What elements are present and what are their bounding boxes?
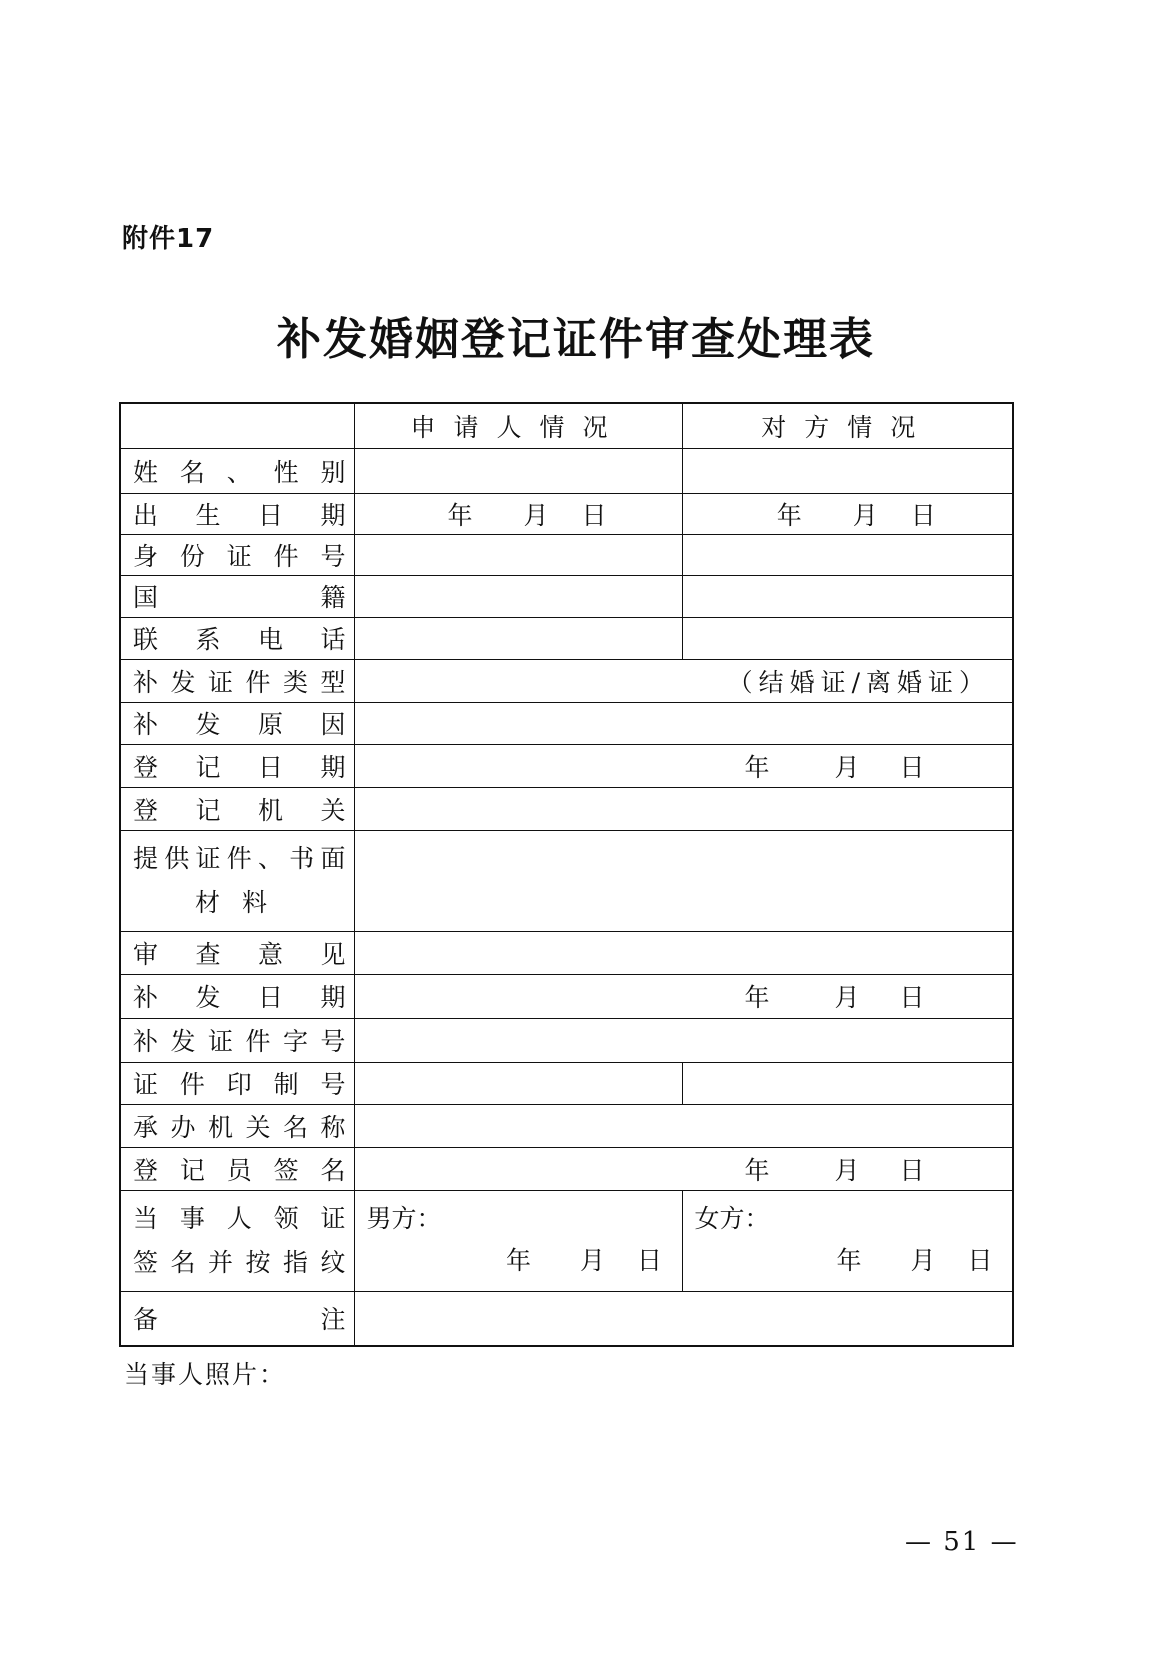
label-reg-date — [133, 748, 346, 784]
label-char: 字 — [282, 1027, 308, 1056]
year-label: 年 — [744, 1155, 770, 1185]
row-documents — [120, 830, 1013, 931]
label-char: 件 — [179, 1070, 205, 1099]
applicant-name-gender-field[interactable] — [354, 448, 682, 493]
label-char: 查 — [195, 939, 221, 969]
year-label: 年 — [836, 1245, 862, 1275]
header-row — [120, 403, 1013, 448]
applicant-birth-date-field[interactable] — [354, 493, 682, 534]
registrar-sign-field[interactable] — [354, 1147, 1013, 1190]
label-char: 、 — [226, 457, 252, 487]
label-char: 指 — [282, 1247, 308, 1277]
month-label: 月 — [834, 752, 860, 782]
label-char: 关 — [245, 1112, 271, 1142]
label-char: 签 — [273, 1155, 299, 1185]
row-cert-type — [120, 659, 1013, 702]
year-label: 年 — [505, 1245, 531, 1275]
cert-print-no-field-2[interactable] — [682, 1062, 1013, 1104]
label-char: 备 — [133, 1305, 159, 1335]
label-char: 日 — [257, 983, 283, 1012]
attachment-label: 附件17 — [122, 224, 215, 254]
row-reason — [120, 702, 1013, 744]
day-label: 日 — [899, 983, 925, 1012]
label-char: 性 — [273, 457, 299, 487]
label-char: 登 — [133, 795, 159, 825]
label-char: 办 — [170, 1112, 196, 1142]
label-char: 当 — [133, 1203, 159, 1233]
label-char: 件 — [273, 541, 299, 571]
label-char: 联 — [133, 625, 159, 654]
label-phone — [133, 620, 346, 656]
applicant-id-field[interactable] — [354, 534, 682, 575]
label-char: 号 — [320, 541, 346, 571]
month-label: 月 — [852, 500, 878, 530]
month-label: 月 — [523, 500, 549, 530]
label-char: 系 — [195, 625, 221, 654]
label-char: 补 — [133, 667, 159, 697]
label-cert-print-no — [133, 1065, 346, 1101]
other-birth-date-field[interactable] — [682, 493, 1013, 534]
label-handling-org — [133, 1108, 346, 1144]
row-birth-date — [120, 493, 1013, 534]
label-char: 姓 — [133, 457, 159, 487]
female-sign-field[interactable] — [682, 1190, 1013, 1291]
remarks-field[interactable] — [354, 1291, 1013, 1346]
applicant-header: 申请人情况 — [354, 403, 682, 448]
label-char: 期 — [320, 752, 346, 782]
cert-type-field[interactable]: （结婚证/离婚证） — [354, 659, 1013, 702]
label-review — [133, 935, 346, 971]
label-char: 型 — [320, 667, 346, 697]
label-char: 证 — [207, 1027, 233, 1056]
row-phone — [120, 617, 1013, 659]
corner-cell — [120, 403, 354, 448]
row-remarks — [120, 1291, 1013, 1346]
label-char: 件 — [226, 843, 252, 873]
row-nationality — [120, 575, 1013, 617]
label-char: 员 — [226, 1155, 252, 1185]
label-char: 原 — [257, 710, 283, 739]
label-reissue-date — [133, 978, 346, 1014]
label-char: 记 — [195, 795, 221, 825]
label-reason — [133, 705, 346, 741]
label-char: 名 — [320, 1155, 346, 1185]
label-birth-date — [133, 496, 346, 532]
review-field[interactable] — [354, 931, 1013, 974]
year-label: 年 — [744, 983, 770, 1012]
label-char: 别 — [320, 457, 346, 487]
row-registrar-sign — [120, 1147, 1013, 1190]
label-documents-line2: 材料 — [195, 887, 290, 917]
label-char: 发 — [195, 983, 221, 1012]
label-char: 日 — [257, 500, 283, 530]
female-label: 女方： — [694, 1203, 770, 1233]
row-id-number — [120, 534, 1013, 575]
page-title: 补发婚姻登记证件审查处理表 — [277, 314, 875, 365]
day-label: 日 — [899, 1155, 925, 1185]
label-char: 证 — [207, 667, 233, 697]
label-char: 份 — [179, 541, 205, 571]
row-reissue-cert-no — [120, 1018, 1013, 1062]
label-char: 印 — [226, 1070, 252, 1099]
label-char: 提 — [133, 843, 159, 873]
label-char: 出 — [133, 500, 159, 530]
month-label: 月 — [834, 983, 860, 1012]
year-label: 年 — [447, 500, 473, 530]
reissue-date-field[interactable] — [354, 974, 1013, 1018]
row-party-sign — [120, 1190, 1013, 1291]
label-nationality — [133, 578, 346, 614]
label-char: 记 — [195, 752, 221, 782]
label-char: 生 — [195, 500, 221, 530]
label-char: 名 — [282, 1112, 308, 1142]
label-char: 名 — [170, 1247, 196, 1277]
year-label: 年 — [776, 500, 802, 530]
label-char: 号 — [320, 1070, 346, 1099]
label-cert-type — [133, 663, 346, 699]
documents-field[interactable] — [354, 830, 1013, 931]
handling-org-field[interactable] — [354, 1104, 1013, 1147]
label-char: 发 — [170, 1027, 196, 1056]
label-char: 承 — [133, 1112, 159, 1142]
label-char: 身 — [133, 541, 159, 571]
label-documents — [120, 830, 354, 931]
label-char: 纹 — [320, 1247, 346, 1277]
month-label: 月 — [579, 1245, 605, 1275]
label-id-number — [133, 537, 346, 573]
label-char: 审 — [133, 939, 159, 969]
label-char: 书 — [289, 843, 315, 873]
applicant-phone-field[interactable] — [354, 617, 682, 659]
label-char: 补 — [133, 1027, 159, 1056]
other-name-gender-field[interactable] — [682, 448, 1013, 493]
label-char: 人 — [226, 1203, 252, 1233]
label-char: 注 — [320, 1305, 346, 1335]
page-number: — 51 — — [905, 1527, 1019, 1557]
label-char: 名 — [179, 457, 205, 487]
day-label: 日 — [581, 500, 607, 530]
male-sign-field[interactable] — [354, 1190, 682, 1291]
day-label: 日 — [967, 1245, 993, 1275]
label-char: 签 — [133, 1247, 159, 1277]
label-registrar-sign — [133, 1151, 346, 1187]
label-char: 话 — [320, 625, 346, 654]
row-reg-authority — [120, 787, 1013, 830]
row-handling-org — [120, 1104, 1013, 1147]
day-label: 日 — [899, 752, 925, 782]
cert-print-no-field-1[interactable] — [354, 1062, 682, 1104]
label-remarks — [133, 1300, 346, 1336]
label-name-gender — [133, 453, 346, 489]
label-char: 供 — [164, 843, 190, 873]
label-char: 、 — [257, 843, 283, 873]
male-label: 男方： — [366, 1203, 442, 1233]
row-cert-print-no — [120, 1062, 1013, 1104]
reissue-cert-no-field[interactable] — [354, 1018, 1013, 1062]
label-char: 机 — [207, 1112, 233, 1142]
label-char: 证 — [195, 843, 221, 873]
label-char: 证 — [320, 1203, 346, 1233]
label-char: 日 — [257, 752, 283, 782]
year-label: 年 — [744, 752, 770, 782]
day-label: 日 — [910, 500, 936, 530]
label-char: 制 — [273, 1070, 299, 1099]
reg-authority-field[interactable] — [354, 787, 1013, 830]
label-documents-line1 — [133, 837, 346, 881]
label-char: 号 — [320, 1027, 346, 1056]
label-char: 期 — [320, 983, 346, 1012]
label-char: 件 — [245, 667, 271, 697]
reg-date-field[interactable] — [354, 744, 1013, 787]
label-char: 记 — [179, 1155, 205, 1185]
day-label: 日 — [636, 1245, 662, 1275]
label-char: 按 — [245, 1247, 271, 1277]
label-char: 意 — [257, 939, 283, 969]
row-review — [120, 931, 1013, 974]
month-label: 月 — [834, 1155, 860, 1185]
label-party-sign-line1 — [133, 1197, 346, 1241]
label-char: 发 — [170, 667, 196, 697]
label-char: 关 — [320, 795, 346, 825]
label-char: 补 — [133, 983, 159, 1012]
label-char: 机 — [257, 795, 283, 825]
label-char: 领 — [273, 1203, 299, 1233]
label-char: 事 — [179, 1203, 205, 1233]
applicant-nationality-field[interactable] — [354, 575, 682, 617]
row-reg-date — [120, 744, 1013, 787]
other-nationality-field[interactable] — [682, 575, 1013, 617]
label-char: 登 — [133, 1155, 159, 1185]
label-party-sign — [120, 1190, 354, 1291]
label-reissue-cert-no — [133, 1022, 346, 1058]
row-reissue-date — [120, 974, 1013, 1018]
other-party-header: 对方情况 — [682, 403, 1013, 448]
label-char: 国 — [133, 583, 159, 612]
reason-field[interactable] — [354, 702, 1013, 744]
row-name-gender — [120, 448, 1013, 493]
label-char: 因 — [320, 710, 346, 739]
label-char: 并 — [207, 1247, 233, 1277]
photo-label: 当事人照片： — [124, 1360, 287, 1389]
label-char: 发 — [195, 710, 221, 739]
label-char: 电 — [257, 625, 283, 654]
label-char: 补 — [133, 710, 159, 739]
other-id-field[interactable] — [682, 534, 1013, 575]
label-char: 称 — [320, 1112, 346, 1142]
label-char: 证 — [133, 1070, 159, 1099]
label-char: 面 — [320, 843, 346, 873]
month-label: 月 — [910, 1245, 936, 1275]
label-char: 期 — [320, 500, 346, 530]
other-phone-field[interactable] — [682, 617, 1013, 659]
label-char: 登 — [133, 752, 159, 782]
label-char: 籍 — [320, 583, 346, 612]
label-char: 件 — [245, 1027, 271, 1056]
label-char: 类 — [282, 667, 308, 697]
review-form-table — [119, 402, 1014, 1347]
label-char: 证 — [226, 541, 252, 571]
label-char: 见 — [320, 939, 346, 969]
label-party-sign-line2 — [133, 1241, 346, 1285]
label-reg-authority — [133, 791, 346, 827]
